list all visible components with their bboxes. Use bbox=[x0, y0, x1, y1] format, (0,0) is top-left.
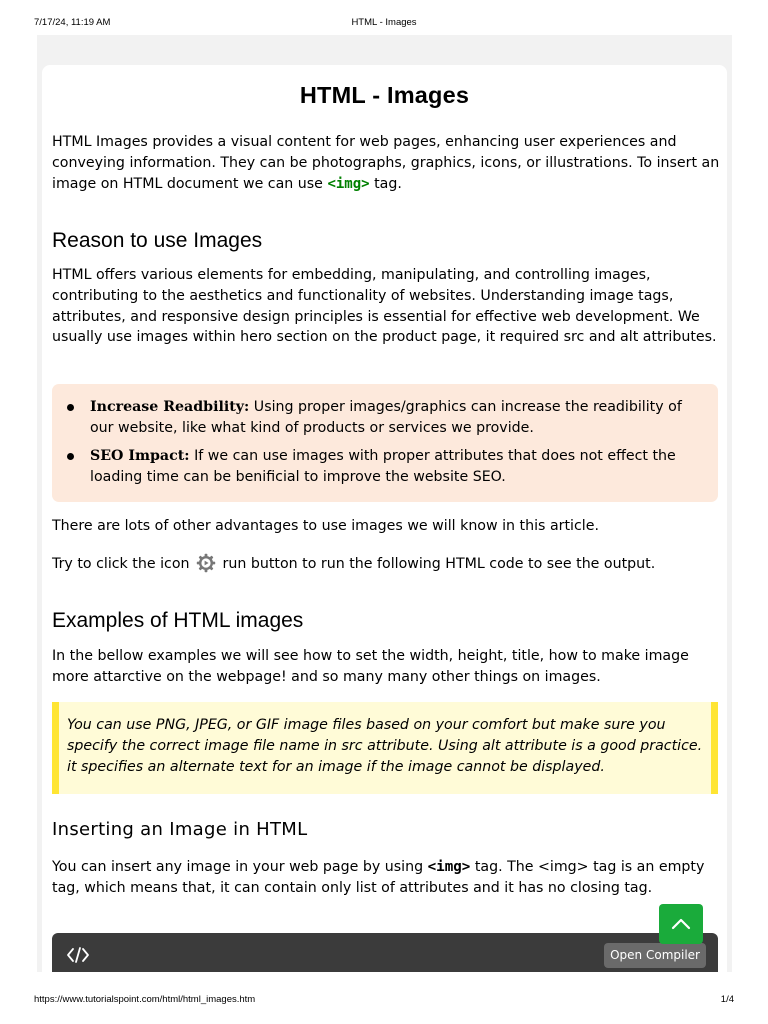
print-datetime: 7/17/24, 11:19 AM bbox=[34, 17, 111, 28]
img-tag-code: <img> bbox=[327, 175, 370, 192]
gear-play-icon bbox=[196, 553, 216, 573]
try-text: Try to click the icon bbox=[52, 556, 194, 572]
scroll-to-top-button[interactable] bbox=[659, 904, 703, 944]
inserting-code: <img> bbox=[427, 859, 471, 875]
print-doc-title: HTML - Images bbox=[351, 17, 417, 28]
benefit-label: SEO Impact: bbox=[90, 448, 190, 464]
reason-heading: Reason to use Images bbox=[52, 229, 263, 252]
try-paragraph bbox=[52, 553, 722, 575]
open-compiler-button[interactable]: Open Compiler bbox=[604, 943, 706, 968]
try-text-end: run button to run the following HTML code to see the output. bbox=[218, 556, 656, 572]
code-icon bbox=[66, 945, 90, 965]
print-url: https://www.tutorialspoint.com/html/html_images.htm bbox=[34, 994, 256, 1005]
note-box bbox=[52, 702, 718, 794]
inserting-text-end: tag. The <img> tag is an empty tag, which means that, it can contain only list of attributes and it has no closing tag. bbox=[52, 859, 705, 896]
intro-text: HTML Images provides a visual content for web pages, enhancing user experiences and conveying information. They can be photographs, graphics, icons, or illustrations. To insert an image on HTML document we can use bbox=[52, 134, 720, 192]
examples-heading: Examples of HTML images bbox=[52, 609, 304, 632]
page-title: HTML - Images bbox=[299, 82, 470, 108]
inserting-text: You can insert any image in your web page by using bbox=[52, 859, 428, 875]
inserting-paragraph bbox=[52, 857, 722, 899]
advantages-paragraph: There are lots of other advantages to use images we will know in this article. bbox=[52, 518, 599, 534]
benefit-text: Using proper images/graphics can increase the readibility of our website, like what kind of products or services we provide. bbox=[90, 399, 682, 436]
examples-paragraph: In the bellow examples we will see how to set the width, height, title, how to make image more attarctive on the webpage! and so many many other things on images. bbox=[52, 648, 689, 685]
benefit-label: Increase Readbility: bbox=[90, 399, 250, 415]
print-footer bbox=[0, 994, 768, 1008]
bullet-icon bbox=[67, 453, 74, 460]
page-background bbox=[37, 35, 732, 972]
list-item bbox=[90, 446, 705, 488]
article-card bbox=[42, 65, 727, 972]
code-example-header bbox=[52, 933, 718, 972]
bullet-icon bbox=[67, 404, 74, 411]
reason-paragraph: HTML offers various elements for embedding, manipulating, and controlling images, contributing to the aesthetics and functionality of websites. Understanding image tags, attributes, and responsive design principles is essential for effective web development. We usually use images within hero section on the product page, it required src and alt attributes. bbox=[52, 267, 717, 346]
chevron-up-icon bbox=[671, 915, 691, 933]
print-page-number: 1/4 bbox=[720, 994, 734, 1005]
benefits-box bbox=[52, 384, 718, 502]
print-header bbox=[0, 17, 768, 31]
list-item bbox=[90, 397, 705, 439]
intro-paragraph bbox=[52, 132, 722, 194]
note-text: You can use PNG, JPEG, or GIF image files based on your comfort but make sure you specify the correct image file name in src attribute. Using alt attribute is a good practice. it specifies an alternate text for an image if the image cannot be displayed. bbox=[67, 717, 703, 775]
benefit-text: If we can use images with proper attributes that does not effect the loading time can be benificial to improve the website SEO. bbox=[90, 448, 676, 485]
intro-text-end: tag. bbox=[369, 175, 402, 192]
inserting-heading: Inserting an Image in HTML bbox=[52, 819, 308, 840]
